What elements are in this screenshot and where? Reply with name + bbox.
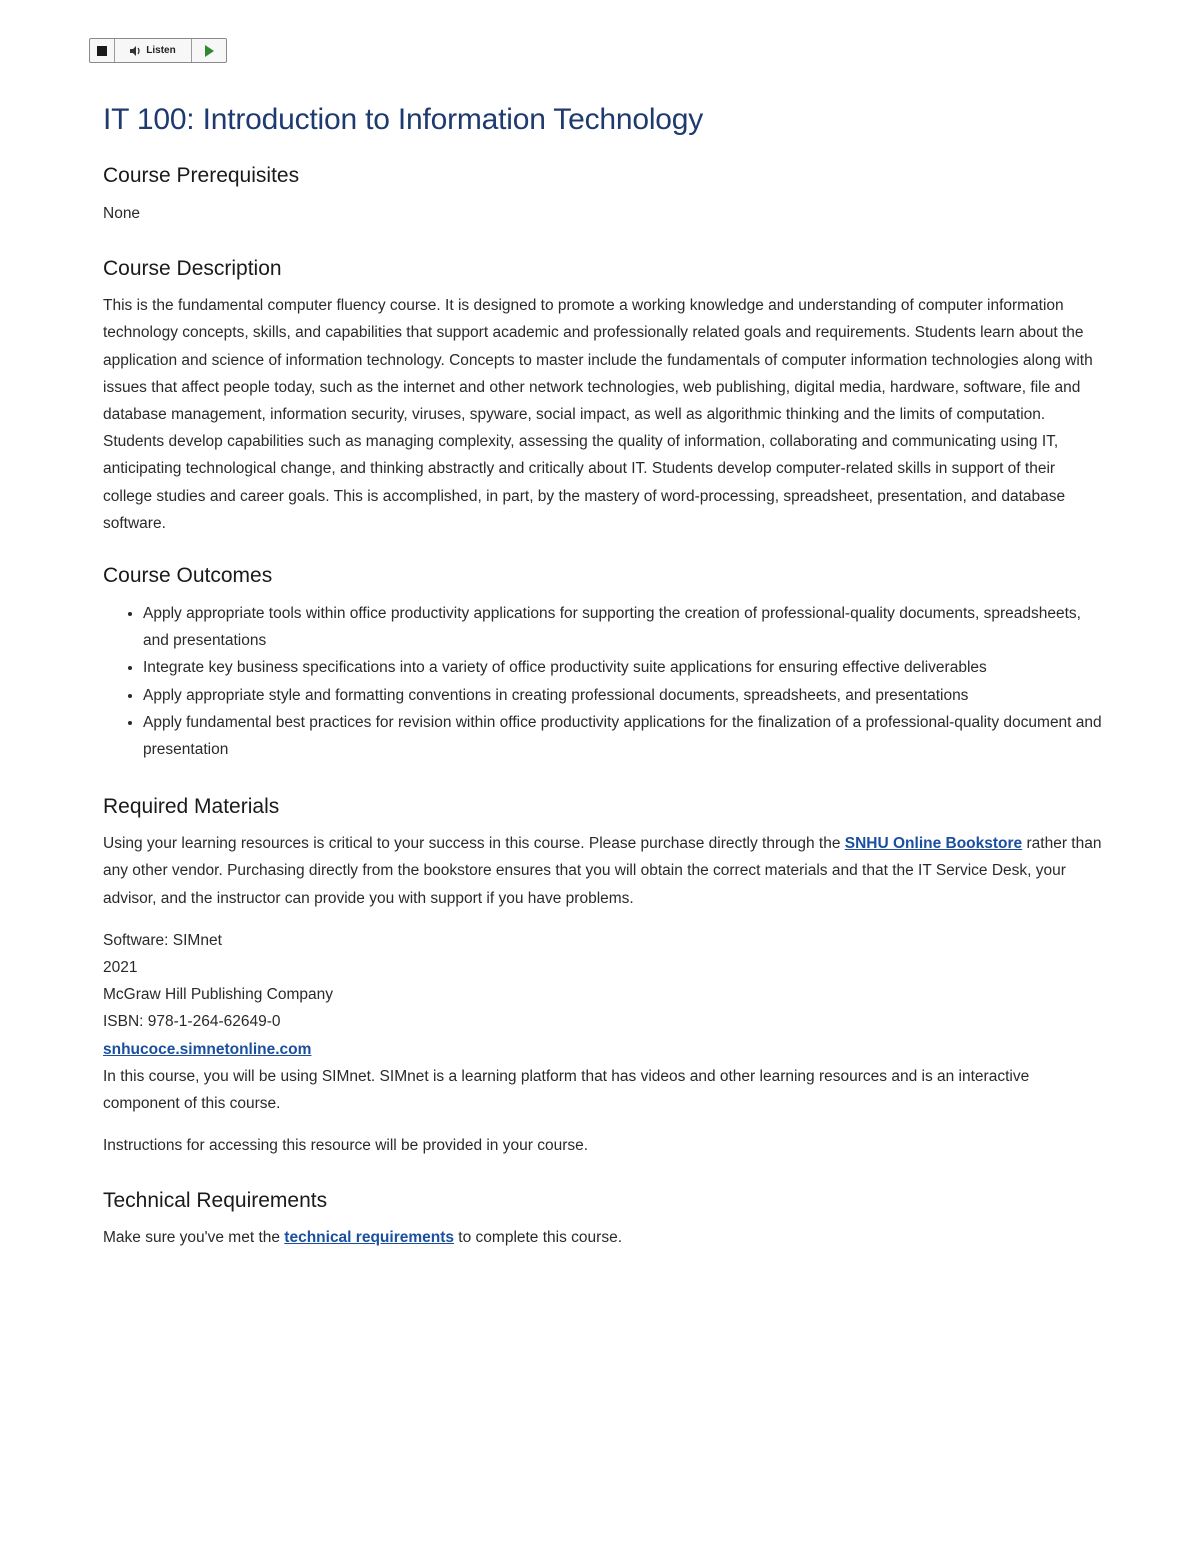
simnet-link[interactable]: snhucoce.simnetonline.com: [103, 1040, 312, 1058]
outcome-item: • Integrate key business specifications into a variety of office productivity suite applications for ensuring effective deliverables: [143, 654, 1103, 681]
instructions-text: Instructions for accessing this resource will be provided in your course.: [103, 1137, 589, 1155]
play-button[interactable]: [192, 39, 226, 62]
technical-heading: Technical Requirements: [103, 1189, 328, 1213]
software-publisher: McGraw Hill Publishing Company: [103, 986, 333, 1004]
technical-text: [103, 1224, 1103, 1251]
outcomes-list: [103, 600, 1103, 763]
technical-text-after: to complete this course.: [454, 1229, 622, 1247]
materials-text-before: Using your learning resources is critical to your success in this course. Please purchase directly through the: [103, 835, 845, 853]
simnet-note: In this course, you will be using SIMnet. SIMnet is a learning platform that has videos and other learning resources and is an interactive component of this course.: [103, 1067, 1030, 1113]
stop-button[interactable]: [90, 39, 115, 62]
stop-icon: [97, 46, 107, 56]
software-block: [103, 927, 1103, 1117]
technical-text-before: Make sure you've met the: [103, 1229, 285, 1247]
materials-text-after: rather than any other vendor. Purchasing directly from the bookstore ensures that you will obtain the correct materials and that the IT Service Desk, your advisor, and the instructor can provide you with support if you have problems.: [103, 835, 1102, 907]
technical-requirements-link[interactable]: technical requirements: [284, 1229, 454, 1247]
description-text: This is the fundamental computer fluency course. It is designed to promote a working knowledge and understanding of computer information technology concepts, skills, and capabilities that support academic and professionally related goals and requirements. Students learn about the application and science of information technology. Concepts to master include the fundamentals of computer information technologies along with issues that affect people today, such as the internet and other network technologies, web publishing, digital media, hardware, software, file and database management, information security, viruses, spyware, social impact, as well as algorithmic thinking and the limits of computation. Students develop capabilities such as managing complexity, assessing the quality of information, collaborating and communicating using IT, anticipating technological change, and thinking abstractly and critically about IT. Students develop computer-related skills in support of their college studies and career goals. This is accomplished, in part, by the mastery of word-processing, spreadsheet, presentation, and database software.: [103, 297, 1093, 532]
bookstore-link[interactable]: SNHU Online Bookstore: [844, 835, 1023, 853]
page-title: IT 100: Introduction to Information Technology: [103, 103, 704, 136]
outcome-item: • Apply fundamental best practices for revision within office productivity applications for the finalization of a professional-quality document and presentation: [143, 709, 1103, 763]
listen-label: Listen: [146, 45, 176, 56]
description-heading: Course Description: [103, 257, 282, 281]
prerequisites-text: None: [103, 205, 141, 222]
prerequisites-heading: Course Prerequisites: [103, 164, 300, 187]
materials-heading: Required Materials: [103, 795, 280, 819]
outcome-item: • Apply appropriate style and formatting conventions in creating professional documents, spreadsheets, and presentations: [143, 682, 1103, 709]
play-icon: [205, 45, 214, 57]
outcome-item: • Apply appropriate tools within office productivity applications for supporting the creation of professional-quality documents, spreadsheets, and presentations: [143, 600, 1103, 654]
software-year: 2021: [103, 959, 138, 977]
listen-button[interactable]: [115, 39, 192, 62]
speaker-icon: [130, 46, 142, 56]
software-isbn: ISBN: 978-1-264-62649-0: [103, 1013, 281, 1031]
software-line: Software: SIMnet: [103, 931, 222, 949]
outcomes-heading: Course Outcomes: [103, 564, 273, 588]
syllabus-content: [103, 100, 1103, 1252]
materials-text: [103, 830, 1103, 912]
listen-toolbar: [89, 38, 227, 63]
